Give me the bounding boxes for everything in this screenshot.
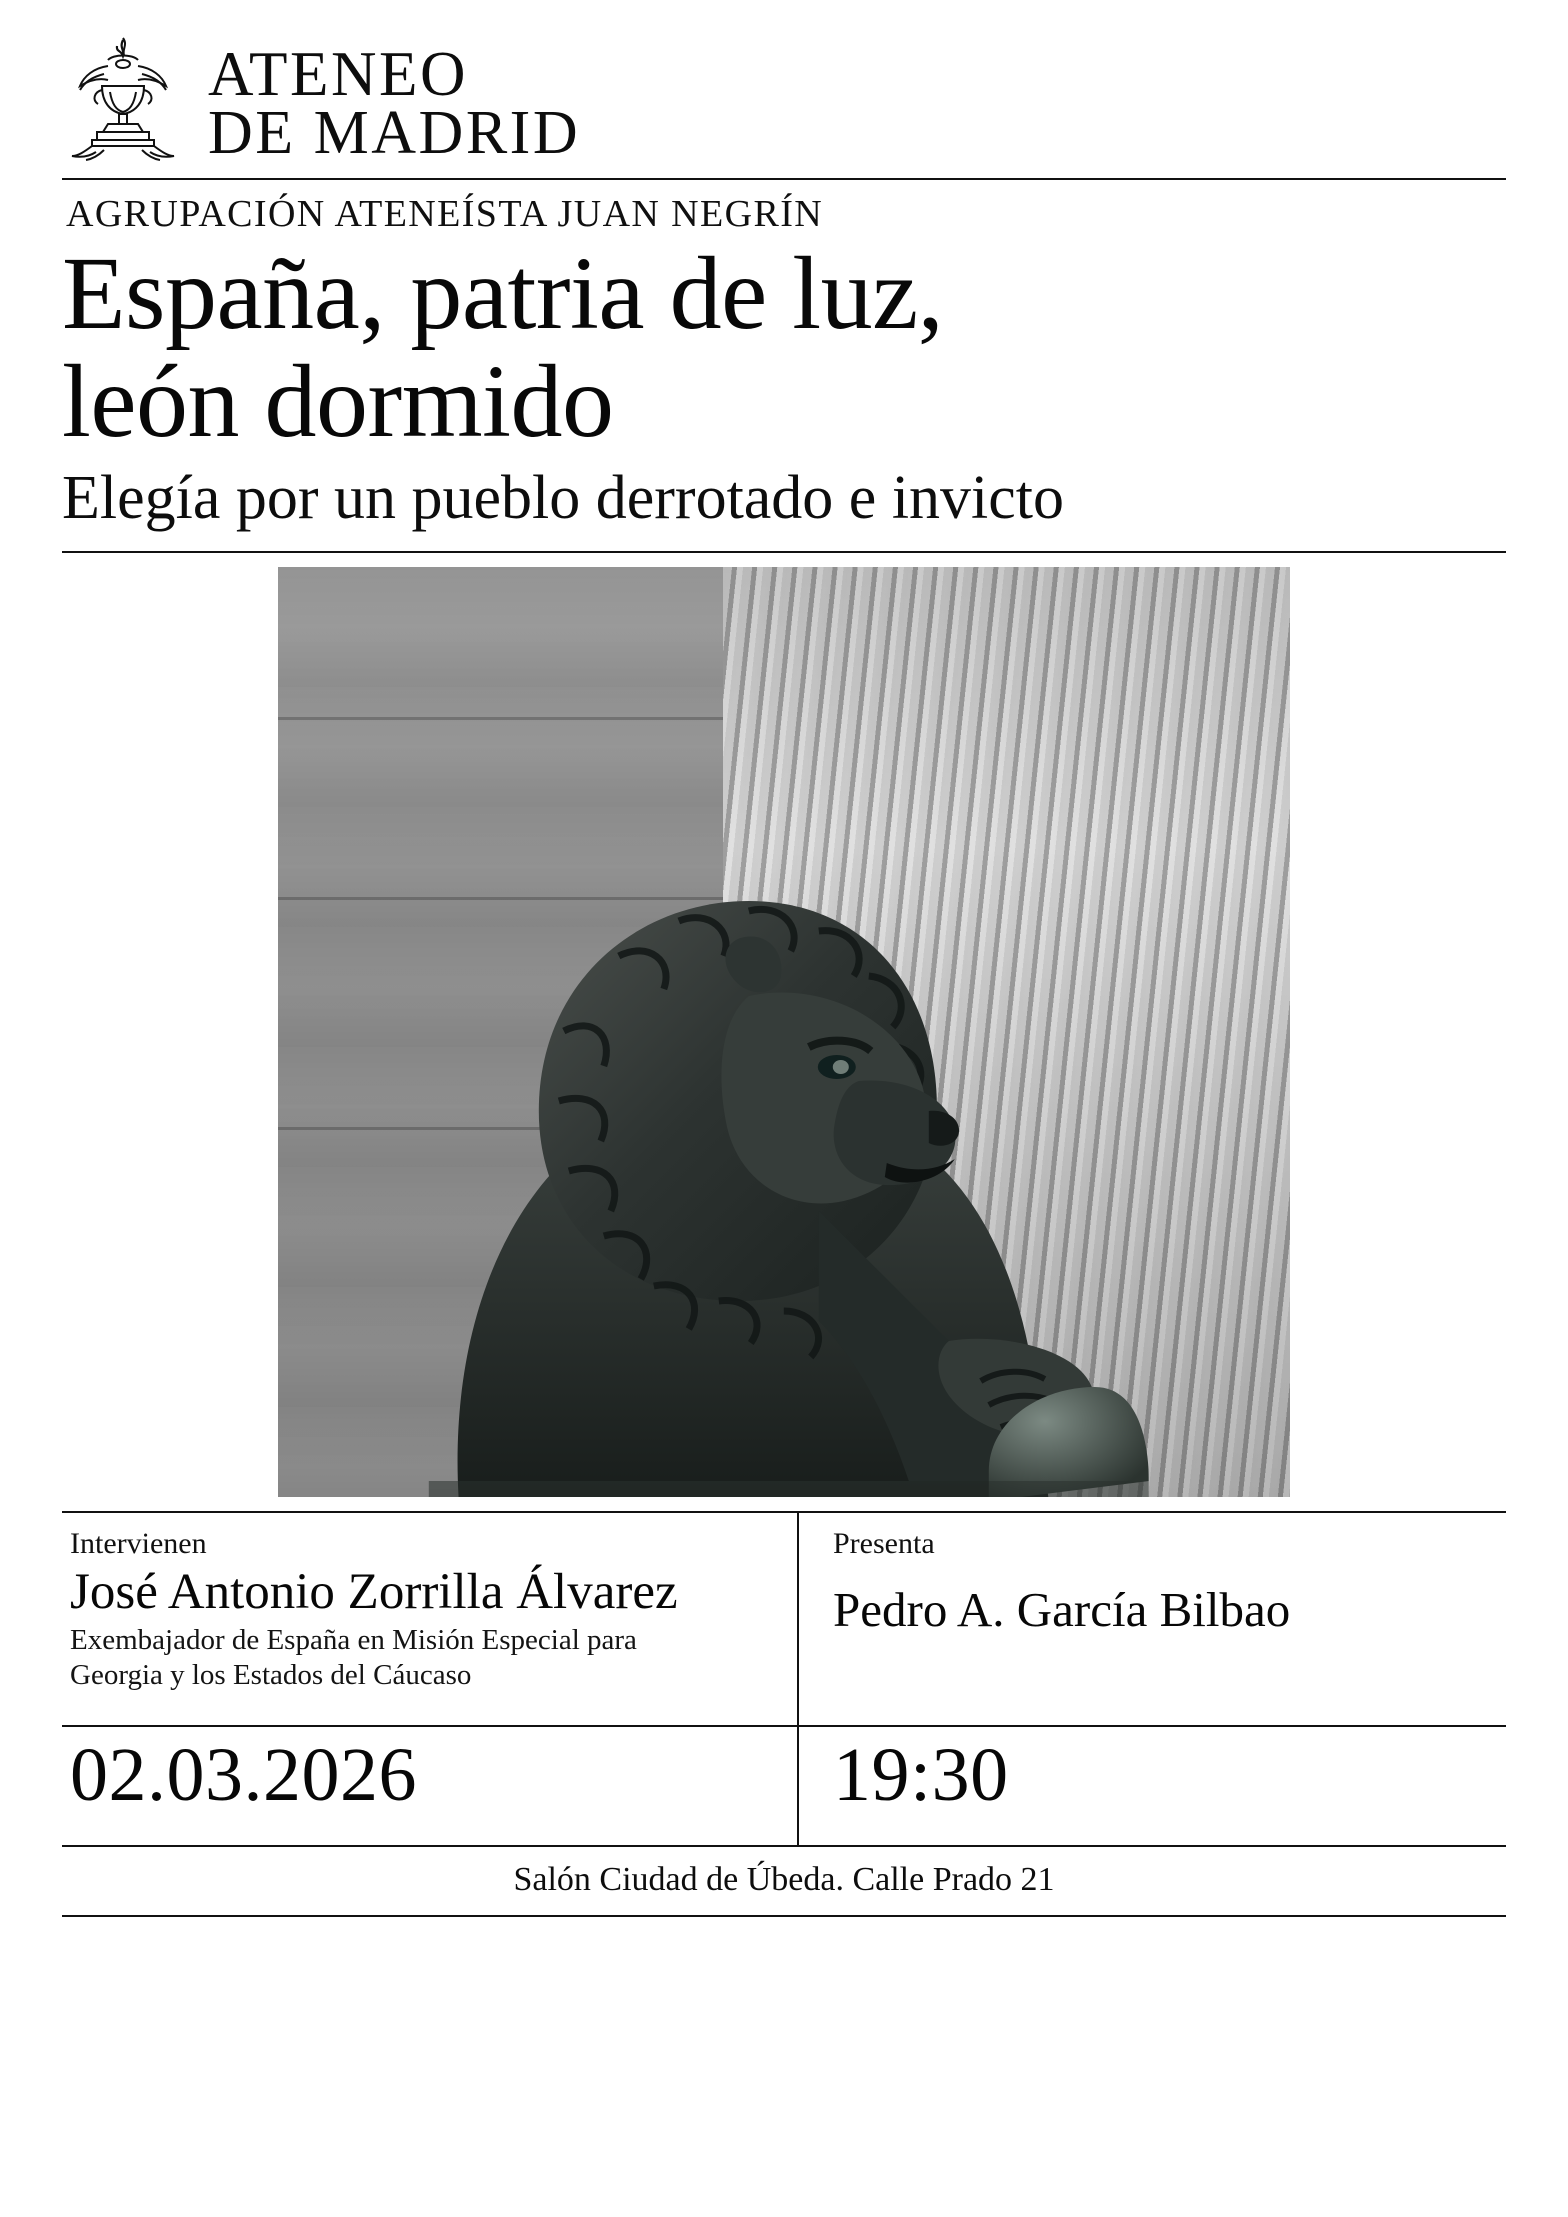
lion-figure [389, 781, 1149, 1497]
event-time: 19:30 [833, 1732, 1009, 1817]
presenter-column [797, 1513, 1506, 1725]
event-date: 02.03.2026 [70, 1732, 417, 1817]
photo-stone-seam [278, 717, 723, 720]
title-line2: león dormido [62, 344, 614, 460]
institution-line1: ATENEO [208, 38, 468, 109]
lion-sculpture-photo [278, 567, 1290, 1497]
speakers-section [62, 1513, 1506, 1725]
title-line1: España, patria de luz, [62, 236, 944, 351]
time-cell [797, 1727, 1506, 1845]
presenta-label: Presenta [833, 1526, 935, 1560]
ateneo-emblem-icon [64, 34, 182, 164]
divider-under-title [62, 551, 1506, 553]
photo-wrap [44, 567, 1524, 1497]
presenter-name: Pedro A. García Bilbao [833, 1581, 1291, 1637]
page-title [62, 236, 1524, 460]
poster-header [44, 34, 1524, 166]
datetime-section [62, 1727, 1506, 1845]
speaker-name: José Antonio Zorrilla Álvarez [70, 1563, 678, 1620]
group-name: AGRUPACIÓN ATENEÍSTA JUAN NEGRÍN [66, 193, 824, 235]
institution-name [208, 38, 581, 167]
divider-bottom [62, 1915, 1506, 1917]
intervienen-label: Intervienen [70, 1526, 207, 1560]
institution-line2: DE MADRID [208, 98, 581, 167]
date-cell [62, 1727, 797, 1845]
speaker-role-line2: Georgia y los Estados del Cáucaso [70, 1658, 472, 1691]
speaker-column [62, 1513, 797, 1725]
speaker-role-line1: Exembajador de España en Misión Especial para [70, 1623, 637, 1656]
title-block [44, 236, 1524, 533]
event-venue: Salón Ciudad de Úbeda. Calle Prado 21 [513, 1860, 1055, 1898]
page-subtitle: Elegía por un pueblo derrotado e invicto [62, 464, 1065, 533]
